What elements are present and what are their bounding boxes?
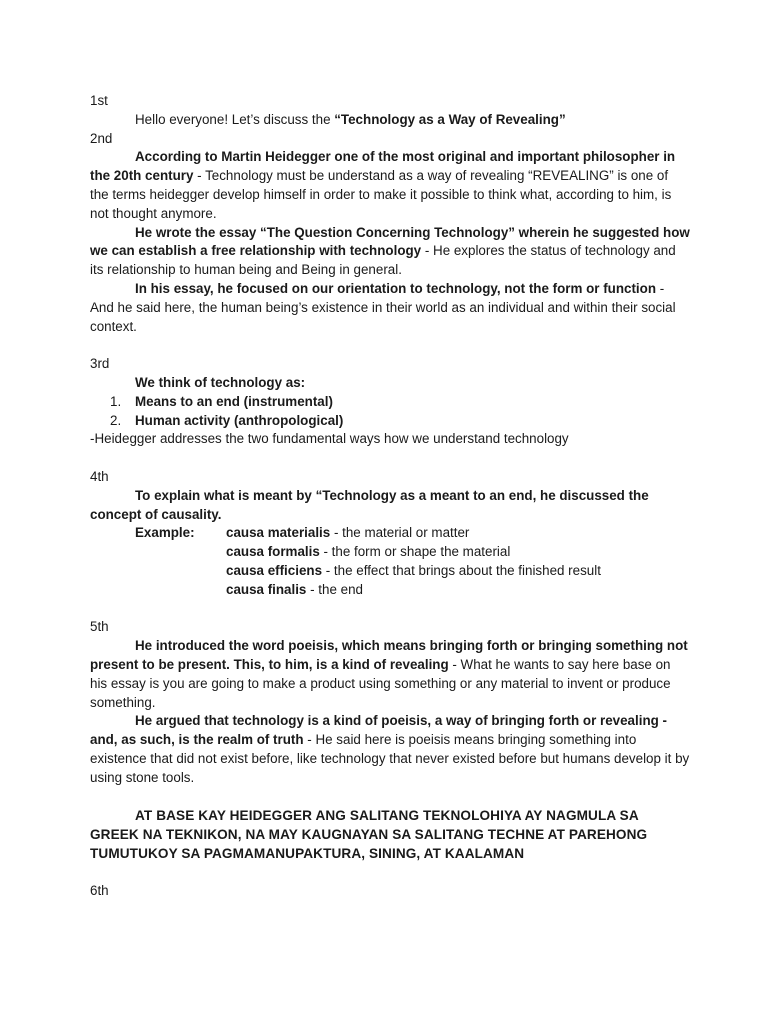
section-label-1st: 1st (90, 93, 108, 108)
paragraph-essay-bold: He wrote the essay “The Question Concerning Technology” wherein he suggested how we can establish a free relationship with technology (90, 224, 690, 259)
intro-paragraph (90, 111, 690, 130)
tagalog-summary: AT BASE KAY HEIDEGGER ANG SALITANG TEKNOLOHIYA AY NAGMULA SA GREEK NA TEKNIKON, NA MAY KAUGNAYAN SA SALITANG TECHNE AT PAREHONG TUMUTUKOY SA PAGMAMANUPAKTURA, SINING, AT KAALAMAN (90, 808, 648, 862)
example-key-empty (90, 543, 226, 562)
paragraph-orientation-text: - And he said here, the human being’s existence in their world as an individual and within their social context. (90, 280, 676, 334)
example-term: causa materialis (226, 525, 331, 541)
paragraph-orientation-bold: In his essay, he focused on our orientation to technology, not the form or function (135, 280, 657, 296)
list-item-number: 1. (110, 393, 122, 409)
example-row (90, 562, 690, 581)
paragraph-poeisis-bold: He introduced the word poeisis, which means bringing forth or bringing something not present to be present. This, to him, is a kind of revealing (90, 638, 688, 672)
example-entry (226, 562, 690, 581)
example-term: causa formalis (226, 544, 320, 560)
example-term: causa efficiens (226, 562, 323, 578)
paragraph-heidegger-bold: According to Martin Heidegger one of the most original and important philosopher in the 20th century (90, 149, 676, 184)
section-label-2nd: 2nd (90, 130, 113, 146)
section-3-lead-text: We think of technology as: (135, 374, 306, 390)
section-3-note: -Heidegger addresses the two fundamental ways how we understand technology (90, 431, 569, 447)
example-entry (226, 581, 690, 600)
spacer (90, 336, 690, 355)
example-label: Example: (135, 525, 195, 541)
paragraph-heidegger (90, 148, 690, 223)
spacer (90, 863, 690, 882)
example-desc: - the material or matter (330, 525, 470, 541)
example-desc: - the effect that brings about the finished result (322, 562, 601, 578)
list-item (90, 393, 690, 412)
spacer (90, 600, 690, 619)
paragraph-poeisis (90, 637, 690, 712)
section-label-6th: 6th (90, 883, 109, 899)
example-term: causa finalis (226, 581, 307, 597)
paragraph-truth-text: - He said here is poeisis means bringing something into existence that did not exist before, like technology that never existed before but humans develop it by using stone tools. (90, 732, 690, 785)
example-desc: - the end (306, 581, 363, 597)
list-item (90, 412, 690, 431)
list-item-text: Means to an end (instrumental) (135, 393, 333, 409)
paragraph-truth (90, 712, 690, 787)
example-key-empty (90, 562, 226, 581)
paragraph-poeisis-text: - What he wants to say here base on his essay is you are going to make a product using something or any material to invent or produce something. (90, 656, 671, 710)
spacer (90, 787, 690, 806)
paragraph-essay-text: - He explores the status of technology and its relationship to human being and Being in general. (90, 243, 676, 278)
example-entry (226, 524, 690, 543)
section-label-5th: 5th (90, 619, 109, 635)
paragraph-heidegger-text: - Technology must be understand as a way of revealing “REVEALING” is one of the terms heidegger develop himself in order to make it possible to think what, according to him, is not thought anymore. (90, 168, 672, 221)
section-4-lead-text: To explain what is meant by “Technology as a meant to an end, he discussed the concept of causality. (90, 487, 649, 522)
section-label-3rd: 3rd (90, 356, 110, 372)
example-row (90, 581, 690, 600)
paragraph-orientation (90, 280, 690, 336)
example-entry (226, 543, 690, 562)
example-key-empty (90, 581, 226, 600)
example-desc: - the form or shape the material (319, 544, 511, 560)
paragraph-truth-bold: He argued that technology is a kind of poeisis, a way of bringing forth or revealing - and, as such, is the realm of truth (90, 713, 667, 748)
technology-list (90, 393, 690, 431)
document-page (90, 92, 690, 901)
spacer (90, 449, 690, 468)
section-4-lead (90, 487, 690, 525)
list-item-number: 2. (110, 412, 122, 428)
paragraph-essay (90, 224, 690, 280)
topic-title: “Technology as a Way of Revealing” (334, 111, 566, 127)
section-3-lead (90, 374, 690, 393)
example-row (90, 524, 690, 543)
list-item-text: Human activity (anthropological) (135, 412, 344, 428)
example-row (90, 543, 690, 562)
intro-text: Hello everyone! Let’s discuss the (135, 111, 335, 127)
section-label-4th: 4th (90, 468, 109, 484)
